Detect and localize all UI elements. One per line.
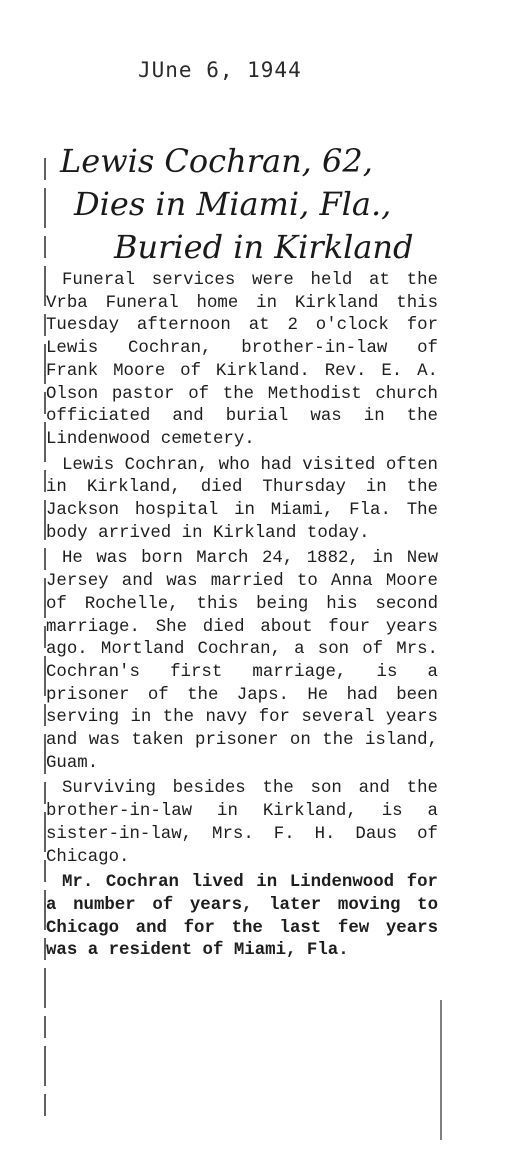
headline (54, 140, 454, 269)
column-rule-right (440, 1000, 442, 1140)
headline-line-2: Dies in Miami, Fla., (74, 185, 392, 223)
newspaper-clipping (44, 140, 440, 1140)
article-paragraph: He was born March 24, 1882, in New Jersey and was married to Anna Moore of Rochelle, this being his second marriage. She died about four years ago. Mortland Cochran, a son of Mrs. Cochran's first marriage, is a prisoner of the Japs. He had been serving in the navy for several years and was taken prisoner on the island, Guam. (46, 549, 438, 773)
article-paragraph: Funeral services were held at the Vrba Funeral home in Kirkland this Tuesday afternoon at 2 o'clock for Lewis Cochran, brother-in-law of Frank Moore of Kirkland. Rev. E. A. Olson pastor of the Methodist church officiated and burial was in the Lindenwood cemetery. (46, 271, 438, 449)
article-paragraph: Mr. Cochran lived in Lindenwood for a number of years, later moving to Chicago and for the last few years was a resident of Miami, Fla. (46, 873, 438, 961)
headline-line-3: Buried in Kirkland (114, 228, 414, 266)
headline-line-1: Lewis Cochran, 62, (60, 142, 373, 180)
clipping-date: JUne 6, 1944 (138, 58, 302, 82)
article-paragraph: Surviving besides the son and the brother-in-law in Kirkland, is a sister-in-law, Mrs. F. H. Daus of Chicago. (46, 779, 438, 867)
article-body (46, 270, 438, 966)
article-paragraph: Lewis Cochran, who had visited often in Kirkland, died Thursday in the Jackson hospital in Miami, Fla. The body arrived in Kirkland today. (46, 455, 438, 543)
